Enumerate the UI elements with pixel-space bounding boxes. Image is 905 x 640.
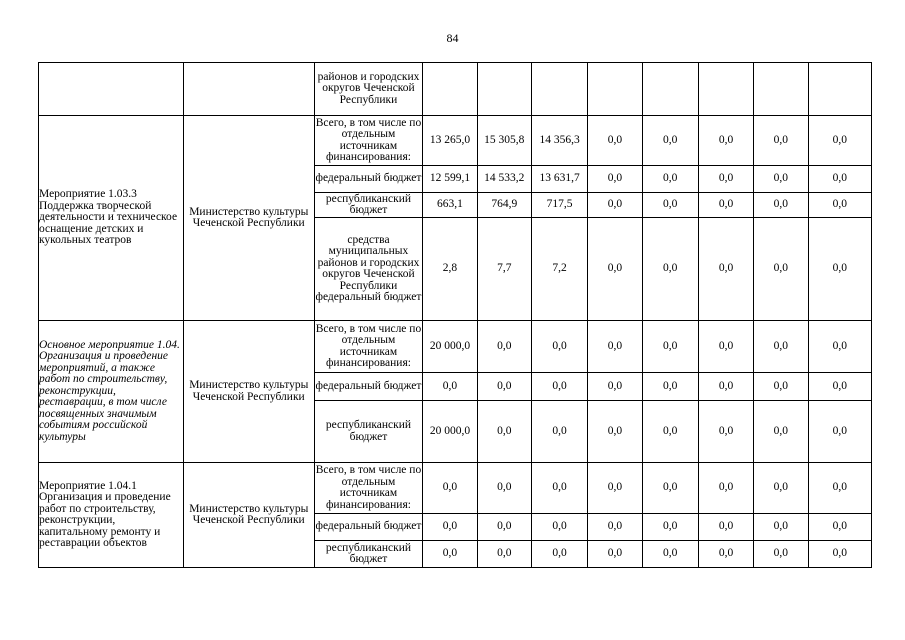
value-cell: 0,0 bbox=[642, 193, 698, 218]
value-cell: 0,0 bbox=[531, 463, 587, 514]
value-cell: 0,0 bbox=[698, 116, 753, 166]
value-cell: 0,0 bbox=[754, 541, 808, 568]
page-number: 84 bbox=[446, 31, 459, 45]
value-cell: 0,0 bbox=[423, 541, 477, 568]
source-cell: Всего, в том числе по отдельным источникам финансирования: bbox=[314, 463, 423, 514]
value-cell: 0,0 bbox=[642, 166, 698, 193]
value-cell: 2,8 bbox=[423, 218, 477, 321]
value-cell: 0,0 bbox=[423, 514, 477, 541]
value-cell: 0,0 bbox=[531, 321, 587, 373]
table-row bbox=[39, 463, 872, 514]
value-cell: 0,0 bbox=[698, 401, 753, 463]
activity-cell: Мероприятие 1.04.1 Организация и проведение работ по строительству, реконструкции, капитальному ремонту и реставрации объектов bbox=[39, 463, 184, 568]
activity-cell bbox=[39, 63, 184, 116]
executor-cell: Министерство культуры Чеченской Республики bbox=[183, 321, 314, 463]
value-cell: 764,9 bbox=[477, 193, 531, 218]
value-cell: 0,0 bbox=[588, 463, 642, 514]
value-cell: 0,0 bbox=[642, 463, 698, 514]
executor-cell: Министерство культуры Чеченской Республики bbox=[183, 463, 314, 568]
table-row bbox=[39, 116, 872, 166]
value-cell: 14 356,3 bbox=[531, 116, 587, 166]
value-cell: 0,0 bbox=[754, 463, 808, 514]
value-cell: 0,0 bbox=[808, 514, 871, 541]
value-cell: 13 265,0 bbox=[423, 116, 477, 166]
value-cell: 0,0 bbox=[477, 401, 531, 463]
value-cell: 0,0 bbox=[808, 401, 871, 463]
value-cell bbox=[754, 63, 808, 116]
value-cell bbox=[531, 63, 587, 116]
value-cell: 0,0 bbox=[642, 541, 698, 568]
activity-cell: Основное мероприятие 1.04. Организация и проведение мероприятий, а также работ по строительству, реконструкции, реставрации, в том числе посвященных значимым событиям российской культуры bbox=[39, 321, 184, 463]
value-cell: 0,0 bbox=[642, 321, 698, 373]
value-cell: 0,0 bbox=[698, 463, 753, 514]
value-cell: 0,0 bbox=[477, 373, 531, 401]
value-cell: 0,0 bbox=[808, 541, 871, 568]
value-cell: 663,1 bbox=[423, 193, 477, 218]
value-cell: 0,0 bbox=[754, 401, 808, 463]
value-cell: 0,0 bbox=[808, 373, 871, 401]
value-cell: 0,0 bbox=[588, 541, 642, 568]
value-cell: 0,0 bbox=[588, 218, 642, 321]
source-cell: средства муниципальных районов и городских округов Чеченской Республики федеральный бюджет bbox=[314, 218, 423, 321]
value-cell: 0,0 bbox=[642, 218, 698, 321]
value-cell: 0,0 bbox=[808, 463, 871, 514]
value-cell: 0,0 bbox=[642, 373, 698, 401]
value-cell: 0,0 bbox=[531, 401, 587, 463]
value-cell: 0,0 bbox=[698, 193, 753, 218]
value-cell: 0,0 bbox=[698, 321, 753, 373]
value-cell: 0,0 bbox=[531, 373, 587, 401]
value-cell bbox=[423, 63, 477, 116]
source-cell: республиканский бюджет bbox=[314, 541, 423, 568]
source-cell: районов и городских округов Чеченской Республики bbox=[314, 63, 423, 116]
activity-cell: Мероприятие 1.03.3 Поддержка творческой деятельности и техническое оснащение детских и кукольных театров bbox=[39, 116, 184, 321]
value-cell: 0,0 bbox=[423, 463, 477, 514]
value-cell: 0,0 bbox=[808, 321, 871, 373]
value-cell bbox=[698, 63, 753, 116]
value-cell: 0,0 bbox=[754, 321, 808, 373]
value-cell: 0,0 bbox=[754, 116, 808, 166]
executor-cell bbox=[183, 63, 314, 116]
value-cell bbox=[642, 63, 698, 116]
value-cell: 0,0 bbox=[531, 541, 587, 568]
value-cell: 0,0 bbox=[588, 193, 642, 218]
value-cell: 0,0 bbox=[754, 373, 808, 401]
source-cell: федеральный бюджет bbox=[314, 166, 423, 193]
value-cell: 0,0 bbox=[808, 193, 871, 218]
value-cell: 0,0 bbox=[477, 321, 531, 373]
value-cell: 0,0 bbox=[588, 514, 642, 541]
value-cell: 0,0 bbox=[754, 166, 808, 193]
value-cell: 0,0 bbox=[698, 166, 753, 193]
table-row bbox=[39, 321, 872, 373]
source-cell: федеральный бюджет bbox=[314, 373, 423, 401]
value-cell: 20 000,0 bbox=[423, 401, 477, 463]
budget-table bbox=[38, 62, 872, 568]
source-cell: республиканский бюджет bbox=[314, 193, 423, 218]
value-cell: 0,0 bbox=[588, 166, 642, 193]
value-cell: 14 533,2 bbox=[477, 166, 531, 193]
value-cell: 13 631,7 bbox=[531, 166, 587, 193]
value-cell: 15 305,8 bbox=[477, 116, 531, 166]
value-cell: 0,0 bbox=[698, 514, 753, 541]
value-cell: 0,0 bbox=[588, 373, 642, 401]
value-cell: 0,0 bbox=[754, 514, 808, 541]
executor-cell: Министерство культуры Чеченской Республики bbox=[183, 116, 314, 321]
source-cell: Всего, в том числе по отдельным источникам финансирования: bbox=[314, 321, 423, 373]
value-cell: 0,0 bbox=[808, 116, 871, 166]
value-cell: 0,0 bbox=[698, 541, 753, 568]
value-cell: 0,0 bbox=[477, 541, 531, 568]
value-cell: 0,0 bbox=[531, 514, 587, 541]
value-cell: 0,0 bbox=[808, 166, 871, 193]
value-cell: 0,0 bbox=[423, 373, 477, 401]
value-cell: 0,0 bbox=[477, 514, 531, 541]
value-cell: 0,0 bbox=[642, 514, 698, 541]
value-cell: 0,0 bbox=[808, 218, 871, 321]
value-cell: 0,0 bbox=[698, 218, 753, 321]
value-cell: 7,7 bbox=[477, 218, 531, 321]
value-cell bbox=[477, 63, 531, 116]
value-cell: 0,0 bbox=[754, 218, 808, 321]
value-cell: 0,0 bbox=[642, 116, 698, 166]
source-cell: федеральный бюджет bbox=[314, 514, 423, 541]
value-cell: 0,0 bbox=[588, 321, 642, 373]
value-cell bbox=[808, 63, 871, 116]
value-cell: 0,0 bbox=[642, 401, 698, 463]
table-row bbox=[39, 63, 872, 116]
value-cell: 717,5 bbox=[531, 193, 587, 218]
value-cell: 7,2 bbox=[531, 218, 587, 321]
value-cell: 12 599,1 bbox=[423, 166, 477, 193]
source-cell: Всего, в том числе по отдельным источникам финансирования: bbox=[314, 116, 423, 166]
value-cell: 0,0 bbox=[588, 116, 642, 166]
value-cell: 0,0 bbox=[754, 193, 808, 218]
value-cell: 0,0 bbox=[588, 401, 642, 463]
value-cell bbox=[588, 63, 642, 116]
value-cell: 20 000,0 bbox=[423, 321, 477, 373]
value-cell: 0,0 bbox=[477, 463, 531, 514]
value-cell: 0,0 bbox=[698, 373, 753, 401]
source-cell: республиканский бюджет bbox=[314, 401, 423, 463]
